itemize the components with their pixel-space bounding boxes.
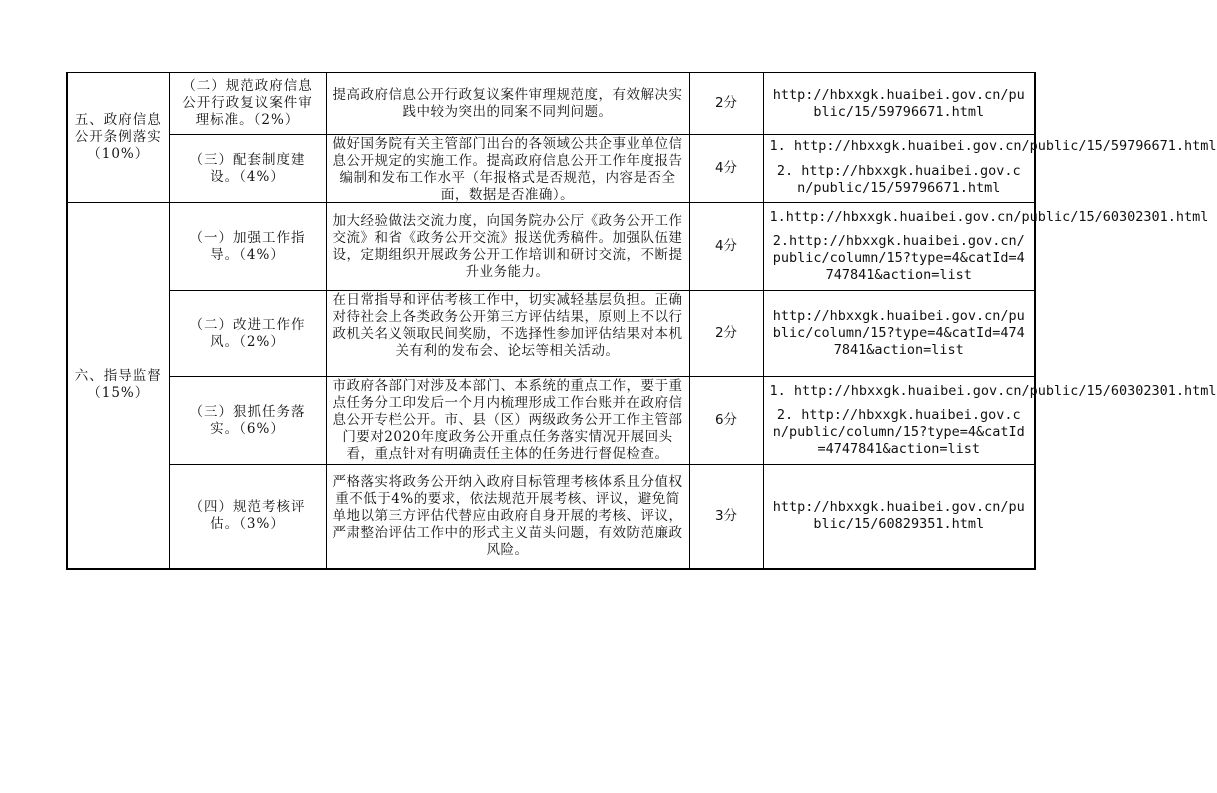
score-cell: 4分 bbox=[689, 203, 763, 291]
score-cell: 2分 bbox=[689, 73, 763, 135]
table-row bbox=[67, 203, 1035, 291]
assessment-table bbox=[66, 72, 1217, 570]
item-cell: （二）改进工作作风。（2%） bbox=[169, 291, 326, 377]
table-row bbox=[67, 465, 1035, 569]
item-cell: （一）加强工作指导。（4%） bbox=[169, 203, 326, 291]
description-cell bbox=[326, 135, 689, 203]
table-row bbox=[67, 135, 1035, 203]
score-cell: 6分 bbox=[689, 377, 763, 465]
link-1[interactable]: 1. http://hbxxgk.huaibei.gov.cn/public/15/60302301.html bbox=[769, 383, 1217, 399]
link-1[interactable]: 1.http://hbxxgk.huaibei.gov.cn/public/15/60302301.html bbox=[769, 209, 1209, 225]
category-cell: 六、指导监督（15%） bbox=[67, 203, 169, 569]
score-cell: 2分 bbox=[689, 291, 763, 377]
link-cell bbox=[763, 203, 1209, 291]
link-cell bbox=[763, 465, 1035, 569]
description-text: 做好国务院有关主管部门出台的各领域公共企事业单位信息公开规定的实施工作。提高政府信息公开工作年度报告编制和发布工作水平（年报格式是否规范，内容是否全面，数据是否准确）。 bbox=[332, 135, 683, 203]
link-cell bbox=[763, 135, 1217, 203]
table-row bbox=[67, 291, 1035, 377]
description-cell bbox=[326, 203, 689, 291]
link-cell bbox=[763, 377, 1217, 465]
item-cell: （三）配套制度建设。（4%） bbox=[169, 135, 326, 203]
link-2[interactable]: 2. http://hbxxgk.huaibei.gov.cn/public/15/59796671.html bbox=[776, 163, 1021, 196]
item-cell: （四）规范考核评估。（3%） bbox=[169, 465, 326, 569]
description-text: 加大经验做法交流力度，向国务院办公厅《政务公开工作交流》和省《政务公开交流》报送优秀稿件。加强队伍建设，定期组织开展政务公开工作培训和研讨交流，不断提升业务能力。 bbox=[332, 212, 683, 280]
description-cell: 严格落实将政务公开纳入政府目标管理考核体系且分值权重不低于4%的要求，依法规范开展考核、评议，避免简单地以第三方评估代替应由政府自身开展的考核、评议，严肃整治评估工作中的形式主义苗头问题，有效防范廉政风险。 bbox=[326, 465, 689, 569]
link-cell bbox=[763, 291, 1035, 377]
link-cell bbox=[763, 73, 1035, 135]
link-2[interactable]: 2. http://hbxxgk.huaibei.gov.cn/public/column/15?type=4&catId=4747841&action=list bbox=[772, 407, 1025, 457]
table-row bbox=[67, 73, 1035, 135]
description-text: 在日常指导和评估考核工作中，切实减轻基层负担。正确对待社会上各类政务公开第三方评估结果，原则上不以行政机关名义领取民间奖励，不选择性参加评估结果对本机关有利的发布会、论坛等相关活动。 bbox=[332, 291, 683, 359]
link[interactable]: http://hbxxgk.huaibei.gov.cn/public/column/15?type=4&catId=4747841&action=list bbox=[772, 308, 1025, 358]
link[interactable]: http://hbxxgk.huaibei.gov.cn/public/15/59796671.html bbox=[772, 86, 1025, 120]
description-text: 市政府各部门对涉及本部门、本系统的重点工作，要于重点任务分工印发后一个月内梳理形成工作台账并在政府信息公开专栏公开。市、县（区）两级政务公开工作主管部门要对2020年度政务公开重点任务落实情况开展回头看，重点针对有明确责任主体的任务进行督促检查。 bbox=[332, 377, 683, 462]
description-cell bbox=[326, 377, 689, 465]
table-row bbox=[67, 377, 1035, 465]
score-cell: 3分 bbox=[689, 465, 763, 569]
link-1[interactable]: 1. http://hbxxgk.huaibei.gov.cn/public/15/59796671.html bbox=[769, 138, 1217, 154]
category-cell: 五、政府信息公开条例落实（10%） bbox=[67, 73, 169, 203]
description-cell: 提高政府信息公开行政复议案件审理规范度，有效解决实践中较为突出的同案不同判问题。 bbox=[326, 73, 689, 135]
score-cell: 4分 bbox=[689, 135, 763, 203]
item-cell: （二）规范政府信息公开行政复议案件审理标准。（2%） bbox=[169, 73, 326, 135]
link[interactable]: http://hbxxgk.huaibei.gov.cn/public/15/60829351.html bbox=[772, 499, 1025, 533]
link-2[interactable]: 2.http://hbxxgk.huaibei.gov.cn/public/column/15?type=4&catId=4747841&action=list bbox=[772, 233, 1025, 283]
description-cell bbox=[326, 291, 689, 377]
item-cell: （三）狠抓任务落实。（6%） bbox=[169, 377, 326, 465]
